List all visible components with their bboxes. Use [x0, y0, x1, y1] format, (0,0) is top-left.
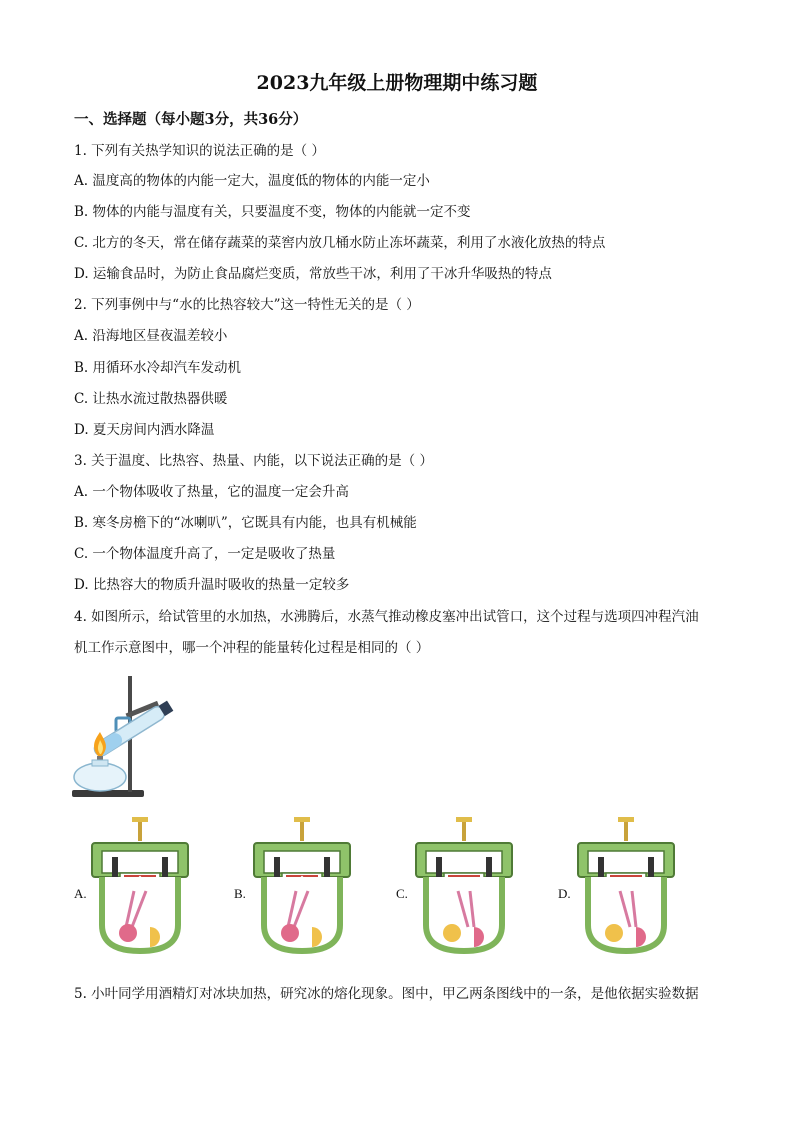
engine-option-label-a: A.: [74, 886, 87, 901]
question-3-stem: 3. 关于温度、比热容、热量、内能，以下说法正确的是（ ）: [74, 453, 433, 469]
question-3-option-b: B. 寒冬房檐下的“冰喇叭”，它既具有内能，也具有机械能: [74, 515, 417, 531]
question-4-stem-line1: 4. 如图所示，给试管里的水加热，水沸腾后，水蒸气推动橡皮塞冲出试管口，这个过程与选项四冲程汽油: [74, 609, 699, 625]
engine-option-label-c: C.: [396, 886, 408, 901]
engine-option-label-b: B.: [234, 886, 246, 901]
question-5-stem: 5. 小叶同学用酒精灯对冰块加热，研究冰的熔化现象。图中，甲乙两条图线中的一条，是他依据实验数据: [74, 986, 699, 1002]
question-1-option-c: C. 北方的冬天，常在储存蔬菜的菜窖内放几桶水防止冻坏蔬菜，利用了水液化放热的特点: [74, 235, 606, 251]
engine-diagram-d: [574, 815, 678, 955]
question-2-stem: 2. 下列事例中与“水的比热容较大”这一特性无关的是（ ）: [74, 297, 420, 313]
question-1-option-d: D. 运输食品时，为防止食品腐烂变质，常放些干冰，利用了干冰升华吸热的特点: [74, 266, 552, 282]
question-4-stem-line2: 机工作示意图中，哪一个冲程的能量转化过程是相同的（ ）: [74, 640, 430, 656]
question-3-option-c: C. 一个物体温度升高了，一定是吸收了热量: [74, 546, 336, 562]
engine-diagram-b: [250, 815, 354, 955]
page-title: 2023九年级上册物理期中练习题: [256, 72, 538, 94]
question-2-option-a: A. 沿海地区昼夜温差较小: [74, 328, 228, 344]
question-1-stem: 1. 下列有关热学知识的说法正确的是（ ）: [74, 143, 325, 159]
question-1-option-a: A. 温度高的物体的内能一定大，温度低的物体的内能一定小: [74, 173, 430, 189]
section-heading: 一、选择题（每小题3分，共36分）: [74, 111, 308, 128]
question-2-option-c: C. 让热水流过散热器供暖: [74, 391, 228, 407]
engine-diagram-a: [88, 815, 192, 955]
question-2-option-b: B. 用循环水冷却汽车发动机: [74, 360, 242, 376]
question-2-option-d: D. 夏天房间内洒水降温: [74, 422, 215, 438]
question-1-option-b: B. 物体的内能与温度有关，只要温度不变，物体的内能就一定不变: [74, 204, 471, 220]
question-3-option-d: D. 比热容大的物质升温时吸收的热量一定较多: [74, 577, 350, 593]
test-tube-apparatus-figure: [70, 672, 182, 802]
engine-option-label-d: D.: [558, 886, 571, 901]
question-3-option-a: A. 一个物体吸收了热量，它的温度一定会升高: [74, 484, 349, 500]
engine-diagram-c: [412, 815, 516, 955]
